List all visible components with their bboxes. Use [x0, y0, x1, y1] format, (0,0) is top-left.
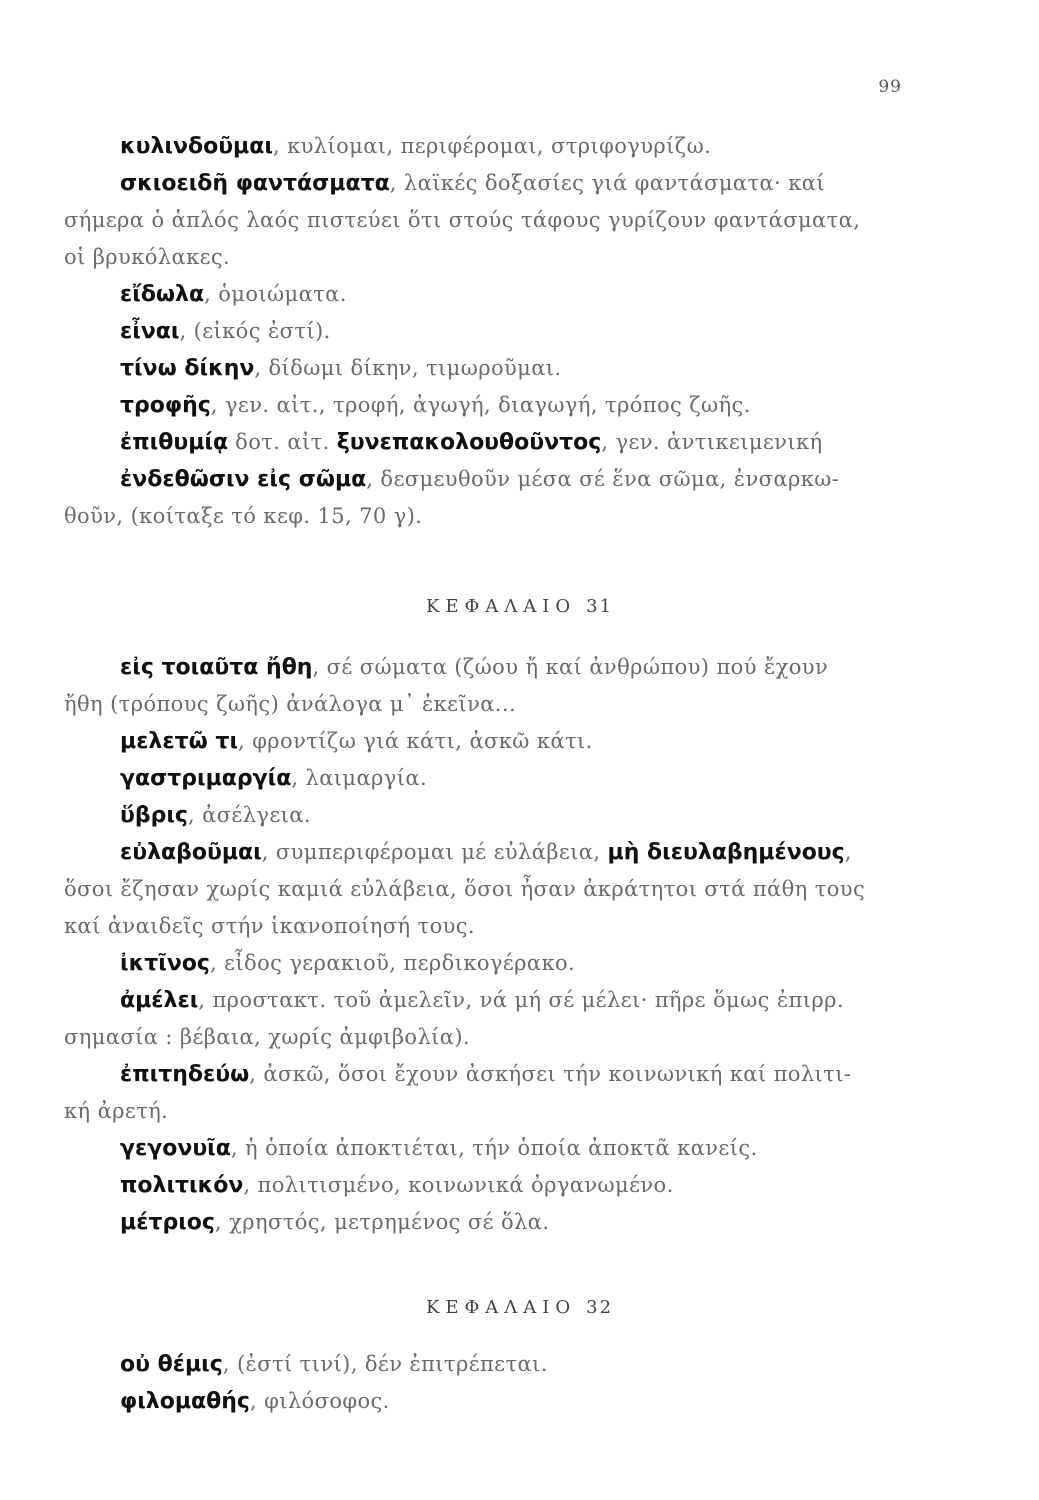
glossary-term: ξυνεπακολουθοῦντος [336, 430, 602, 455]
glossary-line [64, 1056, 914, 1093]
glossary-gloss: ἤθη (τρόπους ζωῆς) ἀνάλογα μ᾿ ἐκεῖνα... [64, 692, 517, 716]
chapter-heading-32 [0, 1297, 1039, 1318]
glossary-term: ἐπιτηδεύω [120, 1062, 250, 1087]
glossary-term: κυλινδοῦμαι [120, 134, 273, 159]
glossary-term: πολιτικόν [120, 1173, 244, 1198]
chapter-number: 31 [586, 596, 614, 617]
glossary-line [64, 1204, 914, 1241]
glossary-gloss: , γεν. ἀντικειμενική [601, 430, 823, 454]
glossary-term: τροφῆς [120, 393, 211, 418]
glossary-term: τίνω δίκην [120, 356, 255, 381]
glossary-line [64, 1383, 914, 1420]
glossary-term: εἰς τοιαῦτα ἤθη [120, 655, 313, 680]
glossary-term: εἴδωλα [120, 282, 205, 307]
glossary-gloss: , εἶδος γερακιοῦ, περδικογέρακο. [209, 951, 576, 975]
glossary-line [64, 945, 914, 982]
glossary-section-2 [64, 649, 914, 1241]
glossary-term: μελετῶ τι [120, 729, 239, 754]
glossary-gloss: , φιλόσοφος. [249, 1389, 390, 1413]
glossary-line [64, 1167, 914, 1204]
glossary-term: μέτριος [120, 1210, 215, 1235]
glossary-term: ἀμέλει [120, 988, 199, 1013]
glossary-gloss: , δίδωμι δίκην, τιμωροῦμαι. [254, 356, 562, 380]
glossary-line [64, 202, 914, 239]
glossary-term: ὕβρις [120, 803, 188, 828]
glossary-gloss: , συμπεριφέρομαι μέ εὐλάβεια, [261, 840, 608, 864]
glossary-line [64, 239, 914, 276]
glossary-term: οὐ θέμις [120, 1352, 223, 1377]
glossary-term: σκιοειδῆ φαντάσματα [120, 171, 390, 196]
glossary-term: γαστριμαργία [120, 766, 292, 791]
glossary-term: εἶναι [120, 319, 180, 344]
glossary-line [64, 350, 914, 387]
glossary-gloss: , φροντίζω γιά κάτι, ἀσκῶ κάτι. [238, 729, 593, 753]
glossary-gloss: , ἡ ὁποία ἀποκτιέται, τήν ὁποία ἀποκτᾶ κανείς. [230, 1136, 758, 1160]
glossary-line [64, 908, 914, 945]
glossary-gloss: , πολιτισμένο, κοινωνικά ὀργανωμένο. [243, 1173, 674, 1197]
glossary-line [64, 387, 914, 424]
glossary-line [64, 1019, 914, 1056]
glossary-gloss: , ἀσέλγεια. [187, 803, 311, 827]
chapter-heading-31 [0, 596, 1039, 617]
glossary-term: μὴ διευλαβημένους [607, 840, 845, 865]
glossary-line [64, 834, 914, 871]
glossary-gloss: , λαιμαργία. [291, 766, 428, 790]
glossary-gloss: , κυλίομαι, περιφέρομαι, στριφογυρίζω. [272, 134, 712, 158]
glossary-gloss: κή ἀρετή. [64, 1099, 169, 1123]
glossary-gloss: , (ἐστί τινί), δέν ἐπιτρέπεται. [222, 1352, 548, 1376]
glossary-line [64, 165, 914, 202]
glossary-gloss: , γεν. αἰτ., τροφή, ἀγωγή, διαγωγή, τρόπος ζωῆς. [210, 393, 751, 417]
glossary-section-1 [64, 128, 914, 535]
glossary-gloss: , χρηστός, μετρημένος σέ ὅλα. [214, 1210, 550, 1234]
glossary-line [64, 461, 914, 498]
chapter-label: ΚΕΦΑΛΑΙΟ [425, 596, 577, 617]
glossary-line [64, 276, 914, 313]
glossary-term: εὐλαβοῦμαι [120, 840, 262, 865]
glossary-line [64, 686, 914, 723]
glossary-gloss: θοῦν, (κοίταξε τό κεφ. 15, 70 γ). [64, 504, 423, 528]
glossary-gloss: σήμερα ὁ ἁπλός λαός πιστεύει ὅτι στούς τάφους γυρίζουν φαντάσματα, [64, 208, 861, 232]
glossary-line [64, 313, 914, 350]
glossary-line [64, 871, 914, 908]
glossary-gloss: ὅσοι ἔζησαν χωρίς καμιά εὐλάβεια, ὅσοι ἦσαν ἀκράτητοι στά πάθη τους [64, 877, 866, 901]
glossary-line [64, 498, 914, 535]
page-number: 99 [878, 77, 902, 97]
chapter-label: ΚΕΦΑΛΑΙΟ [425, 1297, 577, 1318]
glossary-gloss: , δεσμευθοῦν μέσα σέ ἕνα σῶμα, ἐνσαρκω- [366, 467, 840, 491]
glossary-line [64, 424, 914, 461]
glossary-gloss: , ὁμοιώματα. [204, 282, 347, 306]
glossary-gloss: , σέ σώματα (ζώου ἤ καί ἀνθρώπου) πού ἔχουν [312, 655, 829, 679]
glossary-line [64, 1346, 914, 1383]
glossary-term: ἐνδεθῶσιν εἰς σῶμα [120, 467, 367, 492]
glossary-line [64, 1130, 914, 1167]
glossary-term: ἰκτῖνος [120, 951, 210, 976]
glossary-line [64, 1093, 914, 1130]
glossary-gloss: δοτ. αἰτ. [228, 430, 337, 454]
glossary-gloss: , λαϊκές δοξασίες γιά φαντάσματα· καί [389, 171, 825, 195]
glossary-gloss: , (εἰκός ἐστί). [179, 319, 331, 343]
chapter-number: 32 [586, 1297, 614, 1318]
glossary-line [64, 797, 914, 834]
glossary-term: φιλομαθής [120, 1389, 250, 1414]
glossary-term: ἐπιθυμίᾳ [120, 430, 229, 455]
glossary-gloss: σημασία : βέβαια, χωρίς ἀμφιβολία). [64, 1025, 471, 1049]
glossary-gloss: , ἀσκῶ, ὅσοι ἔχουν ἀσκήσει τήν κοινωνική καί πολιτι- [249, 1062, 852, 1086]
glossary-gloss: καί ἀναιδεῖς στήν ἱκανοποίησή τους. [64, 914, 476, 938]
glossary-gloss: , προστακτ. τοῦ ἀμελεῖν, νά μή σέ μέλει· πῆρε ὅμως ἐπιρρ. [198, 988, 844, 1012]
glossary-line [64, 760, 914, 797]
glossary-term: γεγονυῖα [120, 1136, 231, 1161]
glossary-gloss: , [844, 840, 852, 864]
glossary-section-3 [64, 1346, 914, 1420]
glossary-line [64, 649, 914, 686]
glossary-line [64, 128, 914, 165]
glossary-line [64, 982, 914, 1019]
glossary-gloss: οἱ βρυκόλακες. [64, 245, 231, 269]
glossary-line [64, 723, 914, 760]
